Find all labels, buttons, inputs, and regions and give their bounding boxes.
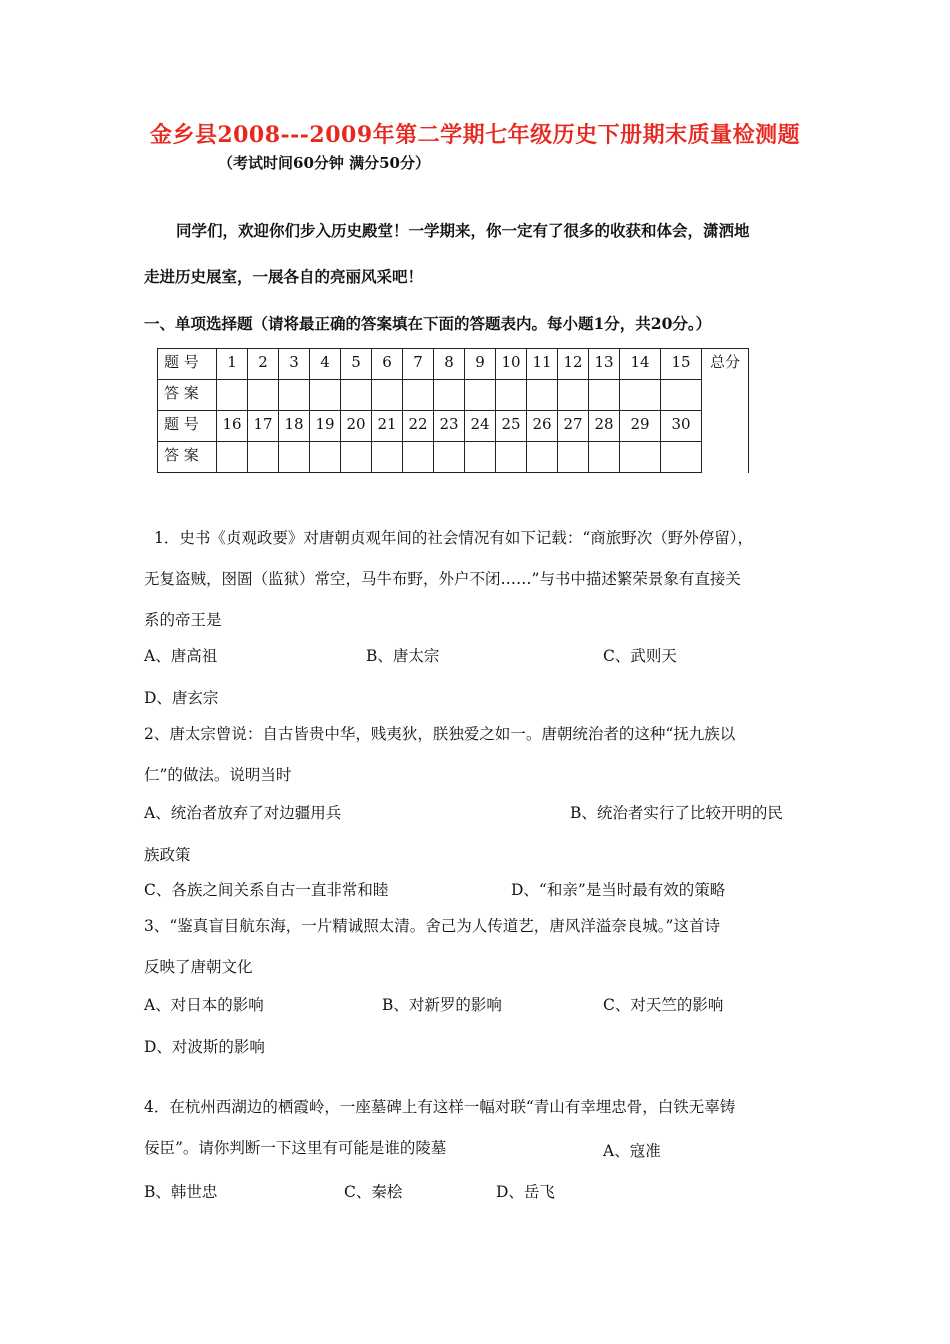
q-number: 25 <box>496 411 527 442</box>
q-number: 10 <box>496 349 527 380</box>
answer-cell[interactable] <box>279 380 310 411</box>
q2-option-b[interactable]: B、统治者实行了比较开明的民 <box>570 804 783 822</box>
answer-cell[interactable] <box>372 442 403 473</box>
q-number: 18 <box>279 411 310 442</box>
q-number: 16 <box>217 411 248 442</box>
q-number: 7 <box>403 349 434 380</box>
answer-table <box>157 348 749 473</box>
total-score-label: 总分 <box>702 349 749 380</box>
q-number: 24 <box>465 411 496 442</box>
row-label: 题 号 <box>158 349 217 380</box>
row-label: 题 号 <box>158 411 217 442</box>
q1-option-d[interactable]: D、唐玄宗 <box>144 689 219 707</box>
table-row <box>158 380 749 411</box>
answer-cell[interactable] <box>217 442 248 473</box>
question-3 <box>144 906 824 988</box>
q-number: 4 <box>310 349 341 380</box>
answer-cell[interactable] <box>217 380 248 411</box>
q-number: 8 <box>434 349 465 380</box>
q2-option-b-cont: 族政策 <box>144 846 191 864</box>
q-number: 12 <box>558 349 589 380</box>
q-number: 3 <box>279 349 310 380</box>
q3-option-c[interactable]: C、对天竺的影响 <box>603 996 724 1014</box>
q3-option-d[interactable]: D、对波斯的影响 <box>144 1038 265 1056</box>
q-number: 13 <box>589 349 620 380</box>
q-number: 2 <box>248 349 279 380</box>
answer-cell[interactable] <box>248 442 279 473</box>
question-4-line-2: 佞臣”。请你判断一下这里有可能是谁的陵墓 <box>144 1139 447 1157</box>
q-number: 19 <box>310 411 341 442</box>
answer-cell[interactable] <box>661 442 702 473</box>
question-4-line-1: 4．在杭州西湖边的栖霞岭，一座墓碑上有这样一幅对联“青山有幸埋忠骨，白铁无辜铸 <box>144 1098 736 1116</box>
intro-line-1: 同学们，欢迎你们步入历史殿堂！一学期来，你一定有了很多的收获和体会，潇洒地 <box>176 221 750 240</box>
exam-subtitle: （考试时间60分钟 满分50分） <box>218 154 430 172</box>
q-number: 17 <box>248 411 279 442</box>
answer-label: 答 案 <box>158 380 217 411</box>
q3-option-b[interactable]: B、对新罗的影响 <box>382 996 502 1014</box>
q-number: 20 <box>341 411 372 442</box>
answer-cell[interactable] <box>465 380 496 411</box>
answer-cell[interactable] <box>403 380 434 411</box>
answer-cell[interactable] <box>496 442 527 473</box>
q-number: 30 <box>661 411 702 442</box>
q1-option-b[interactable]: B、唐太宗 <box>366 647 440 665</box>
answer-cell[interactable] <box>372 380 403 411</box>
q2-option-a[interactable]: A、统治者放弃了对边疆用兵 <box>144 804 342 822</box>
q3-option-a[interactable]: A、对日本的影响 <box>144 996 264 1014</box>
q4-option-d[interactable]: D、岳飞 <box>496 1183 555 1201</box>
answer-cell[interactable] <box>589 442 620 473</box>
answer-cell[interactable] <box>403 442 434 473</box>
exam-title: 金乡县2008---2009年第二学期七年级历史下册期末质量检测题 <box>149 122 801 148</box>
q-number: 6 <box>372 349 403 380</box>
question-2 <box>144 714 824 796</box>
answer-cell[interactable] <box>620 442 661 473</box>
question-4 <box>144 1087 824 1169</box>
q-number: 5 <box>341 349 372 380</box>
q-number: 29 <box>620 411 661 442</box>
q4-option-a[interactable]: A、寇准 <box>603 1142 661 1160</box>
answer-cell[interactable] <box>434 442 465 473</box>
answer-cell[interactable] <box>558 442 589 473</box>
answer-cell[interactable] <box>248 380 279 411</box>
table-row <box>158 411 749 442</box>
question-2-line-1: 2、唐太宗曾说：自古皆贵中华，贱夷狄，朕独爱之如一。唐朝统治者的这种“抚九族以 <box>144 725 736 743</box>
intro-paragraph <box>144 208 814 300</box>
q4-option-b[interactable]: B、韩世忠 <box>144 1183 218 1201</box>
q-number: 9 <box>465 349 496 380</box>
total-score-cell[interactable] <box>702 380 749 473</box>
answer-cell[interactable] <box>310 442 341 473</box>
table-row <box>158 349 749 380</box>
question-2-line-2: 仁”的做法。说明当时 <box>144 766 292 784</box>
q-number: 21 <box>372 411 403 442</box>
answer-cell[interactable] <box>496 380 527 411</box>
answer-cell[interactable] <box>310 380 341 411</box>
section-heading: 一、单项选择题（请将最正确的答案填在下面的答题表内。每小题1分，共20分。） <box>144 314 712 333</box>
q-number: 23 <box>434 411 465 442</box>
question-1-line-1: 1．史书《贞观政要》对唐朝贞观年间的社会情况有如下记载：“商旅野次（野外停留）， <box>154 529 754 547</box>
answer-cell[interactable] <box>527 442 558 473</box>
answer-cell[interactable] <box>434 380 465 411</box>
answer-cell[interactable] <box>527 380 558 411</box>
q1-option-a[interactable]: A、唐高祖 <box>144 647 218 665</box>
answer-cell[interactable] <box>589 380 620 411</box>
q-number: 11 <box>527 349 558 380</box>
question-3-line-2: 反映了唐朝文化 <box>144 958 253 976</box>
answer-cell[interactable] <box>620 380 661 411</box>
q-number: 14 <box>620 349 661 380</box>
q2-option-d[interactable]: D、“和亲”是当时最有效的策略 <box>511 881 726 899</box>
table-row <box>158 442 749 473</box>
q2-option-c[interactable]: C、各族之间关系自古一直非常和睦 <box>144 881 389 899</box>
answer-cell[interactable] <box>661 380 702 411</box>
q-number: 26 <box>527 411 558 442</box>
q-number: 27 <box>558 411 589 442</box>
q-number: 22 <box>403 411 434 442</box>
answer-cell[interactable] <box>341 380 372 411</box>
answer-label: 答 案 <box>158 442 217 473</box>
answer-cell[interactable] <box>279 442 310 473</box>
answer-cell[interactable] <box>558 380 589 411</box>
q-number: 15 <box>661 349 702 380</box>
q4-option-c[interactable]: C、秦桧 <box>344 1183 403 1201</box>
answer-cell[interactable] <box>465 442 496 473</box>
question-1-line-3: 系的帝王是 <box>144 611 222 629</box>
question-1-cont <box>144 559 824 641</box>
q-number: 28 <box>589 411 620 442</box>
question-3-line-1: 3、“鉴真盲目航东海，一片精诚照太清。舍己为人传道艺，唐风洋溢奈良城。”这首诗 <box>144 917 720 935</box>
intro-line-2: 走进历史展室，一展各自的亮丽风采吧！ <box>144 267 424 286</box>
answer-cell[interactable] <box>341 442 372 473</box>
q-number: 1 <box>217 349 248 380</box>
q1-option-c[interactable]: C、武则天 <box>603 647 677 665</box>
question-1-line-2: 无复盗贼，囹圄（监狱）常空，马牛布野，外户不闭……”与书中描述繁荣景象有直接关 <box>144 570 741 588</box>
question-1 <box>154 518 824 559</box>
